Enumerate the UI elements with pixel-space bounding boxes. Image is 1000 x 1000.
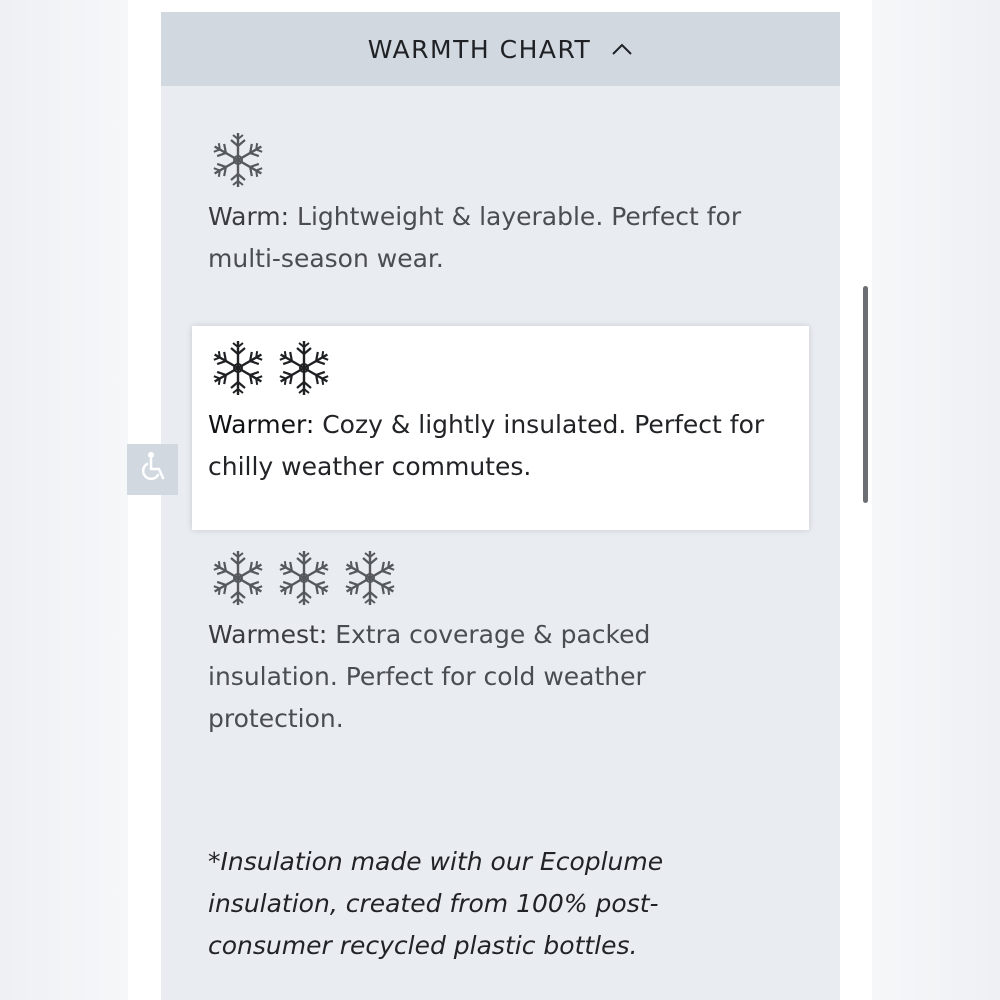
tier-warmest	[208, 548, 728, 740]
chevron-up-icon[interactable]	[611, 42, 633, 56]
tier-description: Cozy & lightly insulated. Perfect for chilly weather commutes.	[208, 410, 765, 481]
snowflake-icon	[340, 548, 400, 608]
tier-warm	[208, 130, 808, 280]
tier-description: Lightweight & layerable. Perfect for multi-season wear.	[208, 202, 742, 273]
right-gutter	[872, 0, 1000, 1000]
tier-warmer	[192, 326, 809, 530]
tier-text	[208, 614, 728, 740]
tier-label: Warm:	[208, 202, 290, 231]
tier-label: Warmer:	[208, 410, 315, 439]
accessibility-button[interactable]	[127, 444, 178, 495]
tier-text	[208, 404, 809, 488]
snowflake-row	[208, 130, 808, 190]
panel-title: WARMTH CHART	[367, 34, 592, 64]
wheelchair-icon	[136, 450, 170, 489]
tier-description: Extra coverage & packed insulation. Perfect for cold weather protection.	[208, 620, 651, 733]
scrollbar-thumb[interactable]	[863, 286, 868, 503]
snowflake-icon	[274, 548, 334, 608]
tier-label: Warmest:	[208, 620, 328, 649]
snowflake-icon	[274, 338, 334, 398]
insulation-footnote: *Insulation made with our Ecoplume insulation, created from 100% post-consumer recycled plastic bottles.	[208, 847, 664, 960]
snowflake-icon	[208, 130, 268, 190]
snowflake-row	[208, 338, 809, 398]
tier-text	[208, 196, 808, 280]
left-gutter	[0, 0, 128, 1000]
snowflake-row	[208, 548, 728, 608]
warmth-chart-header[interactable]	[161, 12, 840, 86]
snowflake-icon	[208, 548, 268, 608]
snowflake-icon	[208, 338, 268, 398]
